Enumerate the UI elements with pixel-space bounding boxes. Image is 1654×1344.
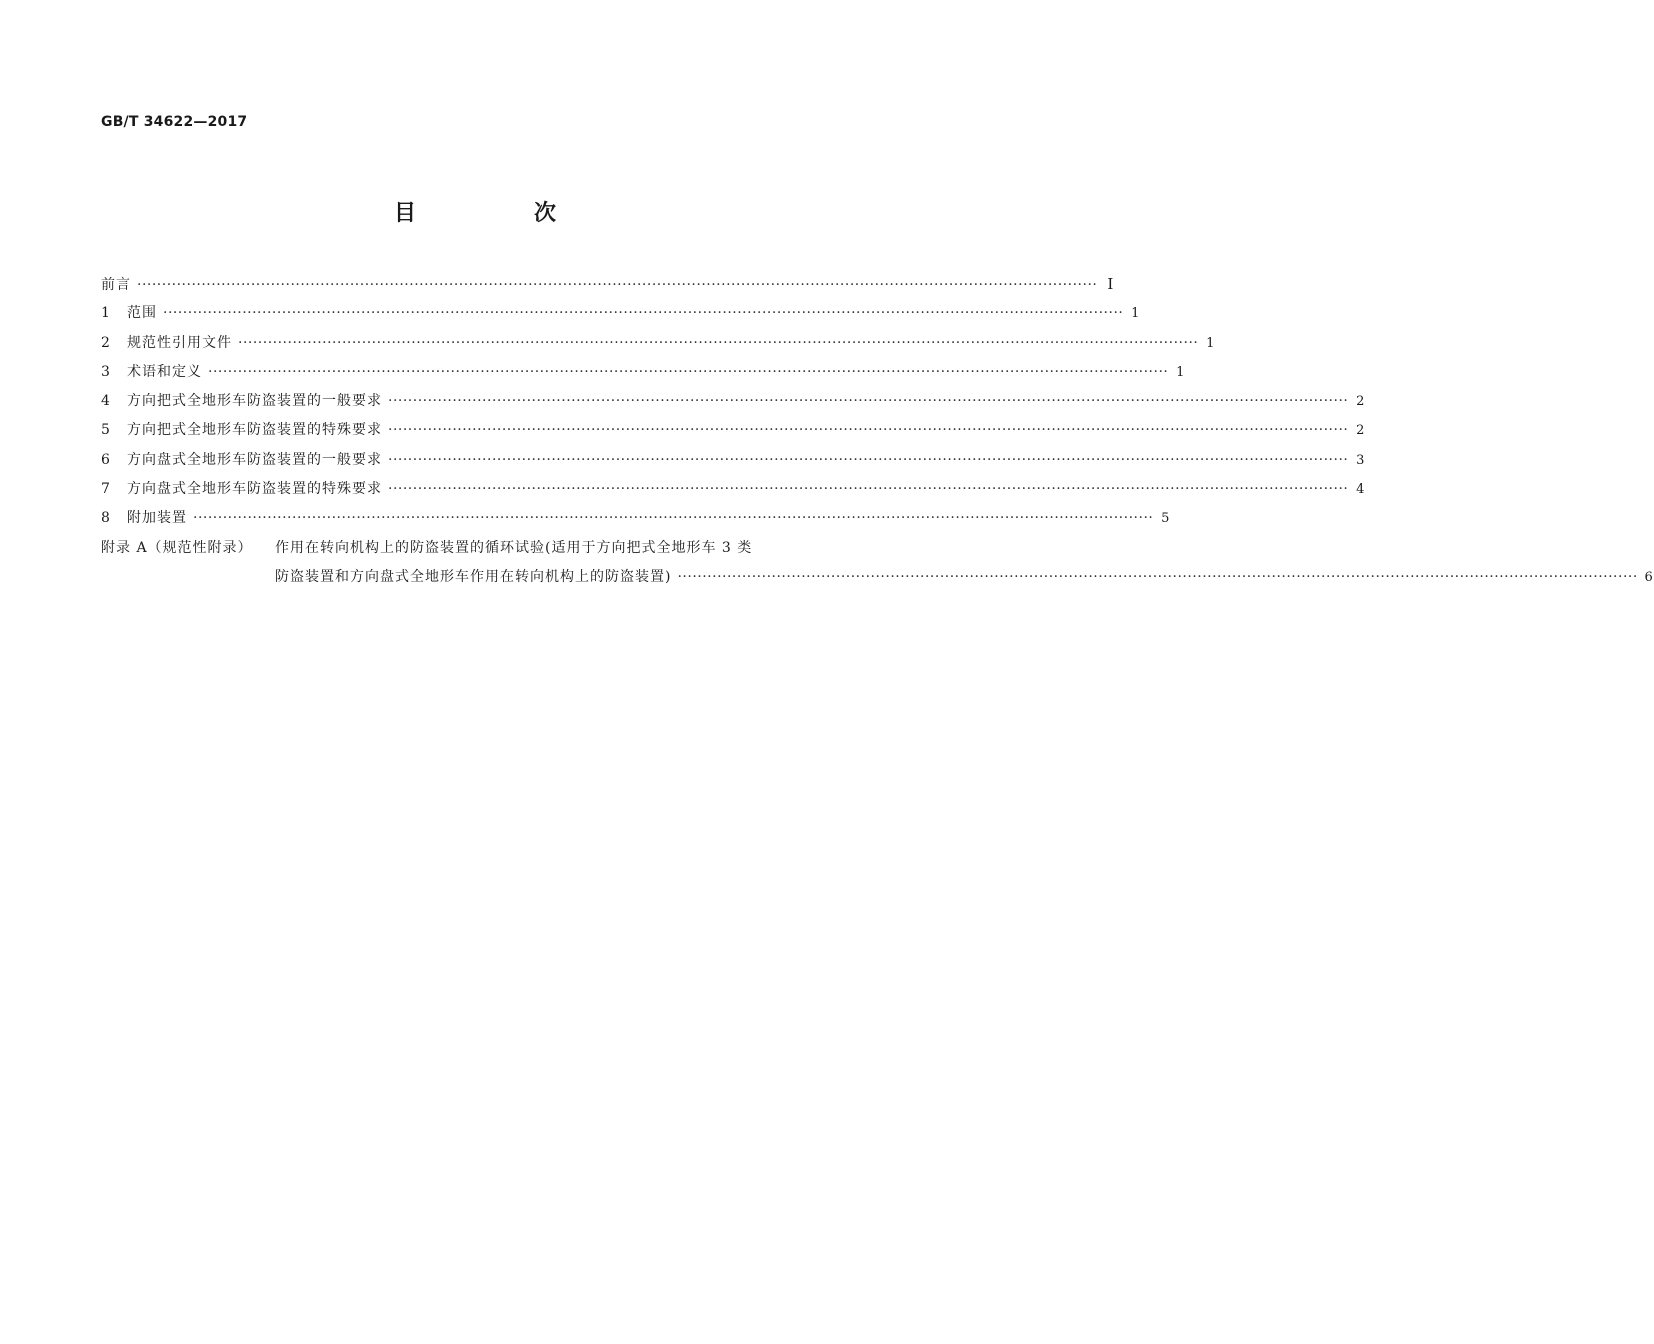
toc-entry-number: 3 [101, 363, 110, 380]
toc-entry-page: 4 [1356, 482, 1365, 498]
toc-entry-text: 前言 [101, 277, 131, 293]
appendix-title-line-2 [275, 563, 1654, 592]
dot-leader [163, 299, 1123, 328]
toc-entry-page: 2 [1356, 394, 1365, 410]
dot-leader [677, 563, 1637, 592]
appendix-title-line-1 [275, 534, 1654, 563]
toc-entry-text: 方向把式全地形车防盗装置的一般要求 [127, 393, 382, 410]
standard-code: GB/T 34622—2017 [101, 114, 248, 130]
toc-entry-text: 规范性引用文件 [127, 334, 232, 351]
appendix-title [275, 534, 1654, 593]
appendix-title-text: 作用在转向机构上的防盗装置的循环试验(适用于方向把式全地形车 3 类 [275, 539, 753, 556]
toc-entry-page: 3 [1356, 452, 1365, 468]
toc-entry-text: 方向把式全地形车防盗装置的特殊要求 [127, 422, 382, 439]
toc-title: 目 次 [393, 201, 604, 226]
toc-entry-page: 6 [1644, 569, 1654, 585]
toc-entry-number: 6 [101, 451, 110, 468]
table-of-contents [101, 270, 1654, 592]
toc-entry-foreword[interactable] [101, 270, 1114, 299]
toc-entry-page: 1 [1131, 306, 1140, 322]
toc-entry-4[interactable] [101, 387, 1365, 416]
toc-entry-text: 术语和定义 [127, 363, 202, 380]
toc-entry-6[interactable] [101, 446, 1365, 475]
toc-entry-7[interactable] [101, 475, 1365, 504]
toc-entry-number: 5 [101, 422, 110, 439]
toc-entry-text: 方向盘式全地形车防盗装置的一般要求 [127, 451, 382, 468]
toc-entry-number: 7 [101, 481, 110, 498]
dot-leader [193, 504, 1153, 533]
appendix-label: 附录 A（规范性附录） [101, 539, 253, 556]
dot-leader [137, 271, 1097, 300]
dot-leader [238, 329, 1198, 358]
toc-entry-2[interactable] [101, 329, 1215, 358]
toc-entry-page: 5 [1161, 511, 1170, 527]
toc-entry-appendix-a[interactable] [101, 534, 1654, 593]
dot-leader [388, 446, 1348, 475]
toc-entry-1[interactable] [101, 299, 1140, 328]
toc-entry-number: 1 [101, 305, 110, 322]
dot-leader [208, 358, 1168, 387]
toc-entry-page: Ⅰ [1107, 275, 1114, 293]
dot-leader [388, 416, 1348, 445]
toc-entry-3[interactable] [101, 358, 1185, 387]
appendix-title-text: 防盗装置和方向盘式全地形车作用在转向机构上的防盗装置) [275, 568, 672, 585]
toc-entry-text: 范围 [127, 305, 157, 322]
toc-entry-page: 2 [1356, 423, 1365, 439]
toc-entry-number: 2 [101, 334, 110, 351]
toc-entry-page: 1 [1206, 335, 1215, 351]
toc-entry-text: 附加装置 [127, 510, 187, 527]
toc-entry-number: 8 [101, 510, 110, 527]
dot-leader [388, 387, 1348, 416]
toc-entry-text: 方向盘式全地形车防盗装置的特殊要求 [127, 481, 382, 498]
dot-leader [388, 475, 1348, 504]
toc-entry-5[interactable] [101, 416, 1365, 445]
toc-entry-8[interactable] [101, 504, 1170, 533]
toc-entry-number: 4 [101, 393, 110, 410]
toc-entry-page: 1 [1176, 364, 1185, 380]
